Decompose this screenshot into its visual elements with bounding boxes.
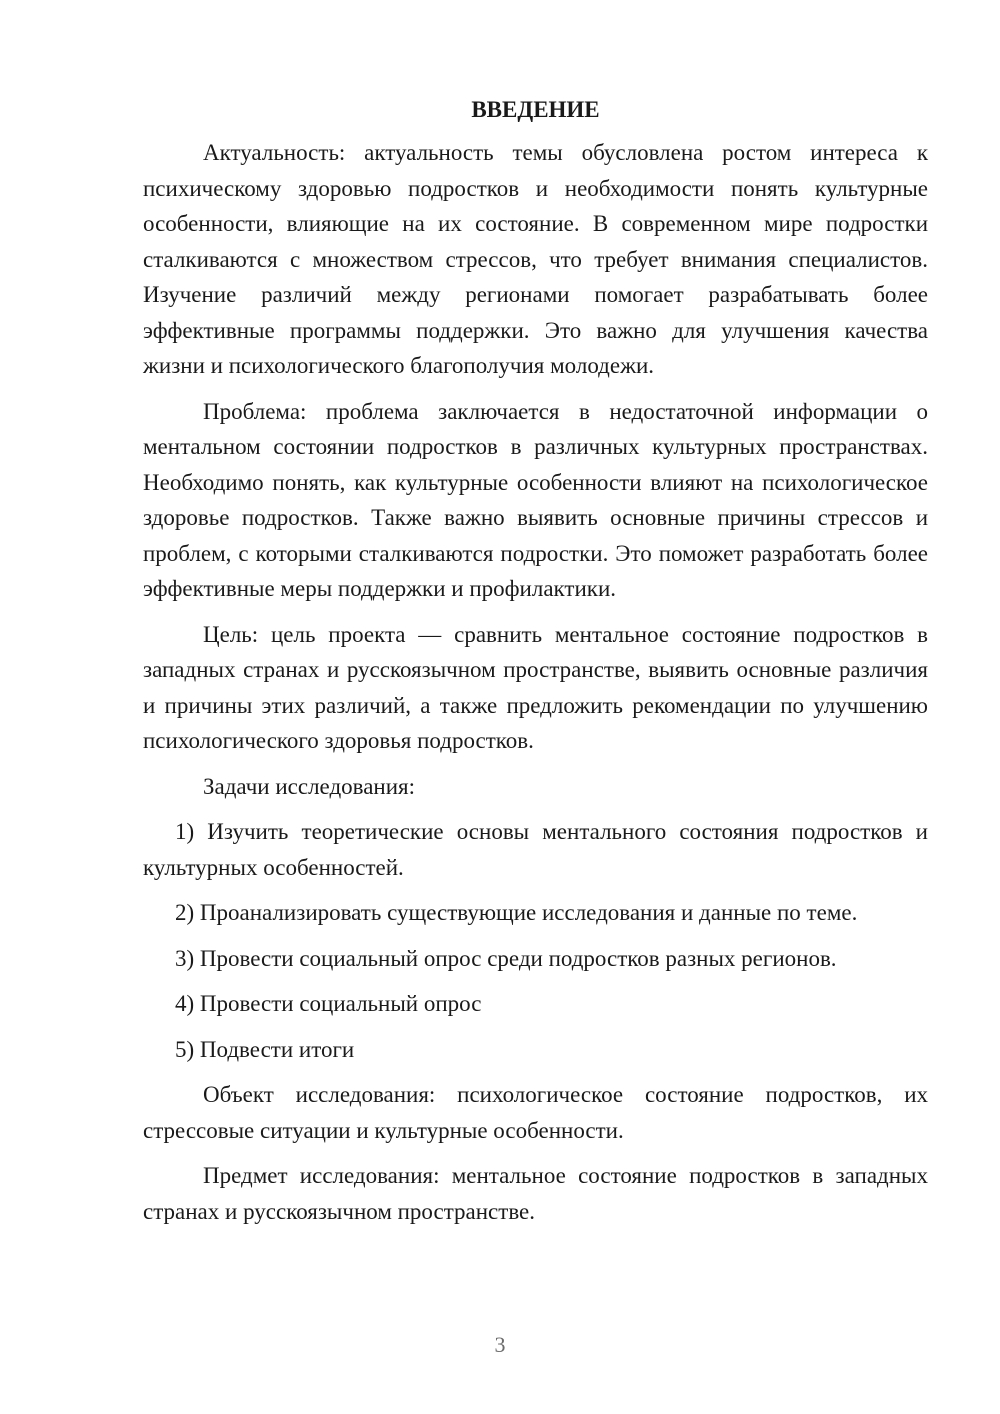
paragraph-object: Объект исследования: психологическое состояние подростков, их стрессовые ситуации и культурные особенности. (143, 1082, 928, 1143)
tasks-heading: Задачи исследования: (203, 773, 416, 799)
task-item-1: 1) Изучить теоретические основы ментального состояния подростков и культурных особенностей. (143, 819, 928, 880)
paragraph-goal: Цель: цель проекта — сравнить ментальное состояние подростков в западных странах и русскоязычном пространстве, выявить основные различия и причины этих различий, а также предложить рекомендации по улучшению психологического здоровья подростков. (143, 621, 928, 753)
task-item-3: 3) Провести социальный опрос среди подростков разных регионов. (175, 945, 837, 971)
task-item-4: 4) Провести социальный опрос (175, 991, 482, 1016)
paragraph-problem: Проблема: проблема заключается в недостаточной информации о ментальном состоянии подростков в различных культурных пространствах. Необходимо понять, как культурные особенности влияют на психологическое здоровье подростков. Также важно выявить основные причины стрессов и проблем, с которыми сталкиваются подростки. Это поможет разработать более эффективные меры поддержки и профилактики. (143, 398, 928, 601)
page-number: 3 (494, 1332, 506, 1357)
paragraph-subject: Предмет исследования: ментальное состояние подростков в западных странах и русскоязычном пространстве. (143, 1163, 928, 1224)
page-content (143, 92, 928, 1229)
task-item-5: 5) Подвести итоги (175, 1036, 355, 1062)
task-item-2: 2) Проанализировать существующие исследования и данные по теме. (175, 900, 858, 925)
page-title: ВВЕДЕНИЕ (471, 97, 600, 122)
paragraph-relevance: Актуальность: актуальность темы обусловлена ростом интереса к психическому здоровью подростков и необходимости понять культурные особенности, влияющие на их состояние. В современном мире подростки сталкиваются с множеством стрессов, что требует внимания специалистов. Изучение различий между регионами помогает разрабатывать более эффективные программы поддержки. Это важно для улучшения качества жизни и психологического благополучия молодежи. (143, 140, 928, 378)
